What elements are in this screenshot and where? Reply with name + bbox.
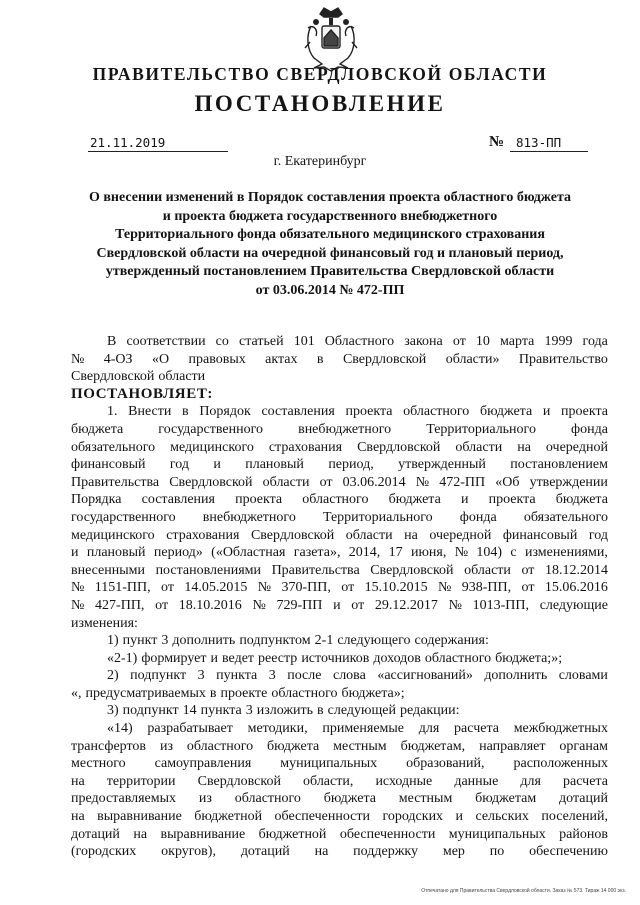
title-line: Территориального фонда обязательного медицинского страхования bbox=[115, 227, 545, 243]
document-type: ПОСТАНОВЛЕНИЕ bbox=[194, 91, 446, 116]
body-line: Порядка составления проекта областного бюджета и проекта бюджета bbox=[71, 492, 608, 508]
print-footer: Отпечатано для Правительства Свердловской области. Заказ № 573. Тираж 14 000 экз. bbox=[421, 888, 626, 894]
body-line: местного самоуправления муниципальных образований, расположенных bbox=[71, 756, 608, 772]
body-line: № 4-ОЗ «О правовых актах в Свердловской области» Правительство bbox=[71, 351, 608, 367]
coat-of-arms-emblem-icon bbox=[302, 6, 360, 72]
document-body bbox=[71, 333, 608, 861]
body-line: 1. Внести в Порядок составления проекта областного бюджета и проекта bbox=[107, 404, 608, 420]
body-line: 1) пункт 3 дополнить подпунктом 2-1 следующего содержания: bbox=[107, 633, 489, 649]
body-line: № 427-ПП, от 18.10.2016 № 729-ПП и от 29.12.2017 № 1013-ПП, следующие bbox=[71, 597, 608, 613]
body-line: «2-1) формирует и ведет реестр источников доходов областного бюджета;»; bbox=[107, 650, 563, 666]
title-line: от 03.06.2014 № 472-ПП bbox=[255, 282, 405, 298]
body-line: «14) разрабатывает методики, применяемые для расчета межбюджетных bbox=[107, 721, 608, 737]
body-line: предоставляемых из областного бюджета местным бюджетам дотаций bbox=[71, 791, 608, 807]
body-line: на выравнивание бюджетной обеспеченности городских и сельских поселений, bbox=[71, 809, 608, 825]
body-line: финансовый год и плановый период, утвержденный постановлением bbox=[71, 457, 608, 473]
body-line: на территории Свердловской области, исходные данные для расчета bbox=[71, 773, 608, 789]
body-line: 2) подпункт 3 пункта 3 после слова «ассигнований» дополнить словами bbox=[107, 668, 608, 684]
body-line: Свердловской области bbox=[71, 369, 206, 385]
body-line: трансфертов из областного бюджета местным бюджетам, направляет органам bbox=[71, 738, 608, 754]
body-line: В соответствии со статьей 101 Областного закона от 10 марта 1999 года bbox=[107, 334, 608, 349]
city-name: г. Екатеринбург bbox=[273, 154, 367, 169]
title-line: утвержденный постановлением Правительства Свердловской области bbox=[105, 264, 555, 280]
organization-name: ПРАВИТЕЛЬСТВО СВЕРДЛОВСКОЙ ОБЛАСТИ bbox=[92, 64, 548, 84]
body-line: бюджета государственного внебюджетного Территориального фонда bbox=[71, 421, 608, 437]
number-sign: № bbox=[489, 134, 505, 150]
title-line: О внесении изменений в Порядок составления проекта областного бюджета bbox=[88, 190, 572, 205]
body-line: и плановый период» («Областная газета», 2014, 17 июня, № 104) с изменениями, bbox=[71, 545, 608, 561]
body-line: дотаций на выравнивание бюджетной обеспеченности муниципальных районов bbox=[71, 826, 608, 842]
body-line: обязательного медицинского страхования Свердловской области на очередной bbox=[71, 439, 608, 455]
body-line: внесенными постановлениями Правительства Свердловской области от 18.12.2014 bbox=[71, 562, 608, 578]
body-line: 3) подпункт 14 пункта 3 изложить в следующей редакции: bbox=[107, 703, 460, 719]
resolution-keyword: ПОСТАНОВЛЯЕТ: bbox=[71, 385, 214, 402]
body-line: (городских округов), дотаций на поддержку мер по обеспечению bbox=[71, 844, 608, 860]
body-line: медицинского страхования Свердловской области на очередной финансовый год bbox=[71, 527, 608, 543]
document-title bbox=[60, 189, 600, 301]
body-line: Правительства Свердловской области от 03.06.2014 № 472-ПП «Об утверждении bbox=[71, 474, 608, 490]
body-line: № 1151-ПП, от 14.05.2015 № 370-ПП, от 15.10.2015 № 938-ПП, от 15.06.2016 bbox=[71, 580, 608, 596]
title-line: Свердловской области на очередной финансовый год и плановый период, bbox=[96, 245, 564, 261]
body-line: изменения: bbox=[71, 615, 138, 631]
title-line: и проекта бюджета государственного внебюджетного bbox=[162, 208, 498, 224]
body-line: «, предусматриваемых в проекте областного бюджета»; bbox=[71, 685, 405, 701]
document-number: 813-ПП bbox=[510, 134, 588, 152]
body-line: государственного внебюджетного Территориального фонда обязательного bbox=[71, 509, 608, 525]
document-date: 21.11.2019 bbox=[88, 134, 228, 152]
